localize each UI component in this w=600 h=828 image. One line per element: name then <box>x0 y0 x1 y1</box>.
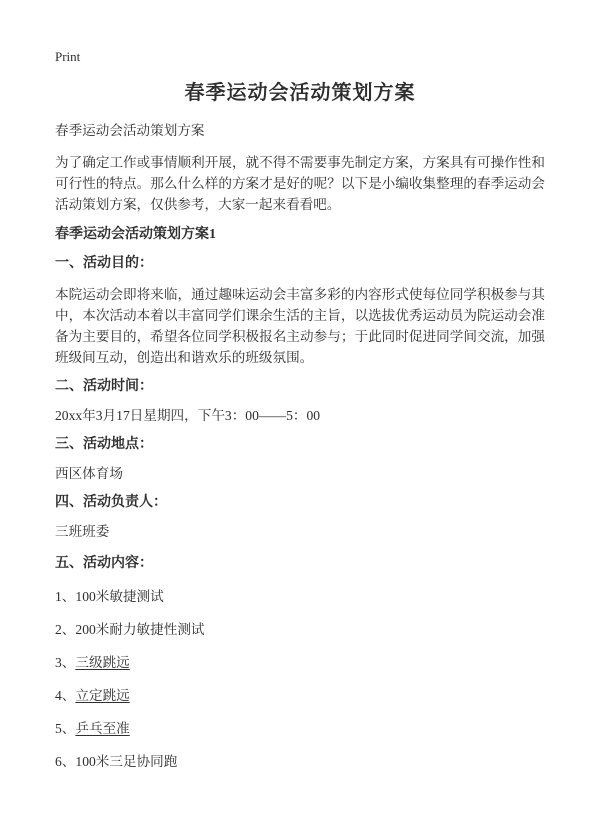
plan1-heading: 春季运动会活动策划方案1 <box>55 227 216 242</box>
section-content-heading: 五、活动内容： <box>55 556 153 571</box>
event-number: 1、 <box>55 589 76 604</box>
event-link[interactable]: 立定跳远 <box>75 688 130 703</box>
section-location-heading: 三、活动地点： <box>55 437 153 452</box>
event-item <box>55 587 545 607</box>
page-title: 春季运动会活动策划方案 <box>184 82 416 104</box>
section-location-body: 西区体育场 <box>55 466 123 481</box>
event-name: 100米三足协同跑 <box>75 754 178 769</box>
event-link[interactable]: 乒乓至准 <box>75 721 130 736</box>
event-number: 5、 <box>55 721 76 736</box>
event-list <box>55 587 545 772</box>
event-name: 100米敏捷测试 <box>75 589 164 604</box>
section-organizer-heading: 四、活动负责人： <box>55 495 167 510</box>
print-button[interactable]: Print <box>55 49 81 64</box>
section-organizer-body: 三班班委 <box>55 524 110 539</box>
event-number: 2、 <box>55 622 76 637</box>
section-time-heading: 二、活动时间： <box>55 379 153 394</box>
event-link[interactable]: 三级跳远 <box>75 655 130 670</box>
event-number: 6、 <box>55 754 76 769</box>
event-item <box>55 719 545 739</box>
event-item <box>55 752 545 772</box>
event-item <box>55 620 545 640</box>
event-number: 3、 <box>55 655 76 670</box>
event-item <box>55 686 545 706</box>
section-time-body: 20xx年3月17日星期四，下午3：00——5：00 <box>55 408 321 423</box>
event-name: 200米耐力敏捷性测试 <box>75 622 205 637</box>
event-item <box>55 653 545 673</box>
intro-paragraph: 为了确定工作或事情顺利开展，就不得不需要事先制定方案，方案具有可操作性和可行性的特点。那么什么样的方案才是好的呢？以下是小编收集整理的春季运动会活动策划方案，仅供参考，大家一起来看看吧。 <box>55 155 545 212</box>
section-purpose-body: 本院运动会即将来临，通过趣味运动会丰富多彩的内容形式使每位同学积极参与其中，本次活动本着以丰富同学们课余生活的主旨，以选拔优秀运动员为院运动会准备为主要目的，希望各位同学积极报名主动参与；于此同时促进同学间交流，加强班级间互动，创造出和谐欢乐的班级氛围。 <box>55 287 545 365</box>
event-number: 4、 <box>55 688 76 703</box>
document-subtitle: 春季运动会活动策划方案 <box>55 123 205 138</box>
section-purpose-heading: 一、活动目的： <box>55 256 153 271</box>
